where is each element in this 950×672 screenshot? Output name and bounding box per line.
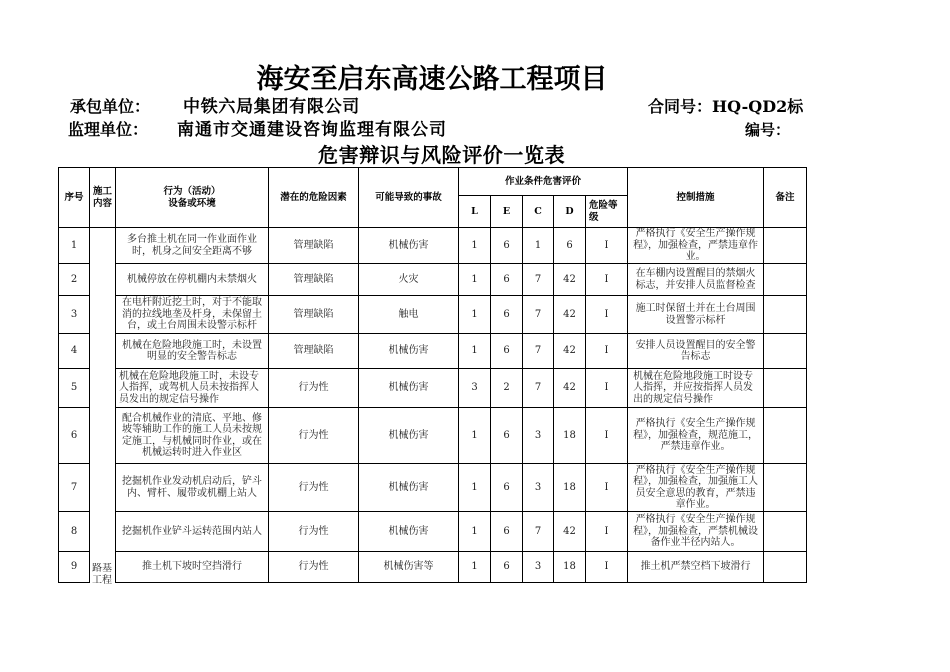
cell-no: 5 (59, 369, 90, 408)
cell-remarks (764, 264, 807, 296)
header-activity (116, 168, 269, 228)
cell-c: 7 (523, 264, 554, 296)
header-accident: 可能导致的事故 (359, 168, 459, 228)
contractor-name: 中铁六局集团有限公司 (183, 97, 360, 117)
table-row (59, 369, 807, 408)
cell-hazard: 行为性 (269, 464, 359, 512)
construction-content-label: 路基工程 (92, 563, 112, 586)
header-activity-line2: 设备或环境 (168, 197, 216, 209)
cell-remarks (764, 552, 807, 583)
cell-e: 2 (491, 369, 523, 408)
cell-d: 42 (554, 264, 586, 296)
cell-l: 3 (459, 369, 491, 408)
cell-risk-level: Ⅰ (586, 296, 628, 334)
cell-measures: 推土机严禁空档下坡滑行 (628, 552, 764, 583)
cell-remarks (764, 334, 807, 369)
cell-e: 6 (491, 408, 523, 464)
cell-remarks (764, 408, 807, 464)
cell-risk-level: Ⅰ (586, 369, 628, 408)
cell-c: 3 (523, 552, 554, 583)
table-row (59, 334, 807, 369)
cell-no: 7 (59, 464, 90, 512)
cell-accident: 机械伤害等 (359, 552, 459, 583)
table-row (59, 512, 807, 552)
risk-assessment-table (58, 167, 807, 583)
cell-measures: 机械在危险地段施工时设专人指挥，并应按指挥人员发出的规定信号操作 (628, 369, 764, 408)
cell-activity: 机械停放在停机棚内未禁烟火 (116, 264, 269, 296)
cell-hazard: 行为性 (269, 512, 359, 552)
header-no: 序号 (59, 168, 90, 228)
cell-risk-level: Ⅰ (586, 408, 628, 464)
header-evaluation: 作业条件危害评价 (459, 168, 628, 196)
cell-e: 6 (491, 228, 523, 264)
cell-e: 6 (491, 464, 523, 512)
cell-e: 6 (491, 334, 523, 369)
cell-measures: 严格执行《安全生产操作规程》，加强检查，加强施工人员安全意思的教育，严禁违章作业。 (628, 464, 764, 512)
cell-c: 1 (523, 228, 554, 264)
table-row (59, 296, 807, 334)
header-e: E (491, 196, 523, 228)
cell-l: 1 (459, 296, 491, 334)
cell-l: 1 (459, 228, 491, 264)
cell-risk-level: Ⅰ (586, 552, 628, 583)
cell-activity: 机械在危险地段施工时，未设置明显的安全警告标志 (116, 334, 269, 369)
cell-hazard: 管理缺陷 (269, 228, 359, 264)
table-row (59, 264, 807, 296)
cell-no: 8 (59, 512, 90, 552)
cell-risk-level: Ⅰ (586, 334, 628, 369)
cell-l: 1 (459, 334, 491, 369)
cell-remarks (764, 464, 807, 512)
cell-activity: 配合机械作业的清底、平地、修坡等辅助工作的施工人员未按规定施工，与机械同时作业，或在机械运转时进入作业区 (116, 408, 269, 464)
cell-risk-level: Ⅰ (586, 512, 628, 552)
cell-accident: 火灾 (359, 264, 459, 296)
header-l: L (459, 196, 491, 228)
header-construction-content: 施工内容 (90, 168, 116, 228)
header-row (59, 168, 807, 196)
table-body (59, 228, 807, 583)
header-hazard: 潜在的危险因素 (269, 168, 359, 228)
contract-number: 合同号：HQ-QD2标 (648, 97, 804, 116)
cell-accident: 机械伤害 (359, 512, 459, 552)
cell-d: 18 (554, 408, 586, 464)
cell-risk-level: Ⅰ (586, 228, 628, 264)
cell-c: 7 (523, 334, 554, 369)
cell-activity: 机械在危险地段施工时，未设专人指挥，或驾机人员未按指挥人员发出的规定信号操作 (116, 369, 269, 408)
cell-l: 1 (459, 264, 491, 296)
supervisor-label: 监理单位： (68, 120, 149, 139)
cell-measures: 严格执行《安全生产操作规程》，加强检查，规范施工，严禁违章作业。 (628, 408, 764, 464)
cell-l: 1 (459, 512, 491, 552)
cell-no: 6 (59, 408, 90, 464)
cell-activity: 挖掘机作业发动机启动后，铲斗内、臂杆、履带或机棚上站人 (116, 464, 269, 512)
cell-activity: 多台推土机在同一作业面作业时，机身之间安全距离不够 (116, 228, 269, 264)
table-row (59, 552, 807, 583)
cell-c: 7 (523, 296, 554, 334)
cell-hazard: 管理缺陷 (269, 296, 359, 334)
header-d: D (554, 196, 586, 228)
cell-hazard: 行为性 (269, 552, 359, 583)
table-row (59, 464, 807, 512)
cell-c: 3 (523, 464, 554, 512)
cell-no: 9 (59, 552, 90, 583)
cell-c: 3 (523, 408, 554, 464)
cell-e: 6 (491, 552, 523, 583)
cell-activity: 推土机下坡时空挡滑行 (116, 552, 269, 583)
cell-accident: 机械伤害 (359, 464, 459, 512)
cell-l: 1 (459, 464, 491, 512)
cell-accident: 机械伤害 (359, 228, 459, 264)
cell-no: 3 (59, 296, 90, 334)
cell-hazard: 管理缺陷 (269, 334, 359, 369)
cell-remarks (764, 296, 807, 334)
cell-activity: 在电杆附近挖土时，对于不能取消的拉线地垄及杆身，未保留土台，或土台周围未设警示标杆 (116, 296, 269, 334)
header-activity-line1: 行为（活动） (163, 186, 221, 197)
cell-d: 42 (554, 296, 586, 334)
cell-accident: 机械伤害 (359, 369, 459, 408)
cell-remarks (764, 228, 807, 264)
cell-measures: 严格执行《安全生产操作规程》，加强检查，严禁违章作业。 (628, 228, 764, 264)
cell-c: 7 (523, 512, 554, 552)
cell-d: 42 (554, 369, 586, 408)
cell-measures: 严格执行《安全生产操作规程》，加强检查，严禁机械设备作业半径内站人。 (628, 512, 764, 552)
cell-accident: 触电 (359, 296, 459, 334)
cell-hazard: 行为性 (269, 408, 359, 464)
cell-remarks (764, 512, 807, 552)
cell-no: 4 (59, 334, 90, 369)
header-remarks: 备注 (764, 168, 807, 228)
cell-d: 18 (554, 552, 586, 583)
cell-d: 18 (554, 464, 586, 512)
supervisor-name: 南通市交通建设咨询监理有限公司 (177, 120, 447, 140)
header-c: C (523, 196, 554, 228)
header-risk-level: 危险等级 (586, 196, 628, 228)
cell-measures: 施工时保留土并在土台周围设置警示标杆 (628, 296, 764, 334)
cell-d: 42 (554, 512, 586, 552)
table-row (59, 408, 807, 464)
construction-content-cell (90, 228, 116, 583)
cell-risk-level: Ⅰ (586, 264, 628, 296)
cell-measures: 安排人员设置醒目的安全警告标志 (628, 334, 764, 369)
contractor-label: 承包单位： (70, 97, 151, 116)
project-title: 海安至启东高速公路工程项目 (256, 64, 608, 95)
table-title: 危害辩识与风险评价一览表 (318, 143, 566, 167)
cell-risk-level: Ⅰ (586, 464, 628, 512)
cell-accident: 机械伤害 (359, 408, 459, 464)
cell-no: 1 (59, 228, 90, 264)
cell-e: 6 (491, 512, 523, 552)
cell-hazard: 行为性 (269, 369, 359, 408)
cell-e: 6 (491, 264, 523, 296)
cell-d: 6 (554, 228, 586, 264)
serial-number-label: 编号： (745, 121, 791, 139)
cell-remarks (764, 369, 807, 408)
cell-c: 7 (523, 369, 554, 408)
cell-hazard: 管理缺陷 (269, 264, 359, 296)
cell-accident: 机械伤害 (359, 334, 459, 369)
table-row (59, 228, 807, 264)
cell-e: 6 (491, 296, 523, 334)
cell-no: 2 (59, 264, 90, 296)
cell-l: 1 (459, 552, 491, 583)
header-measures: 控制措施 (628, 168, 764, 228)
cell-measures: 在车棚内设置醒目的禁烟火标志，并安排人员监督检查 (628, 264, 764, 296)
cell-activity: 挖掘机作业铲斗运转范围内站人 (116, 512, 269, 552)
cell-d: 42 (554, 334, 586, 369)
cell-l: 1 (459, 408, 491, 464)
